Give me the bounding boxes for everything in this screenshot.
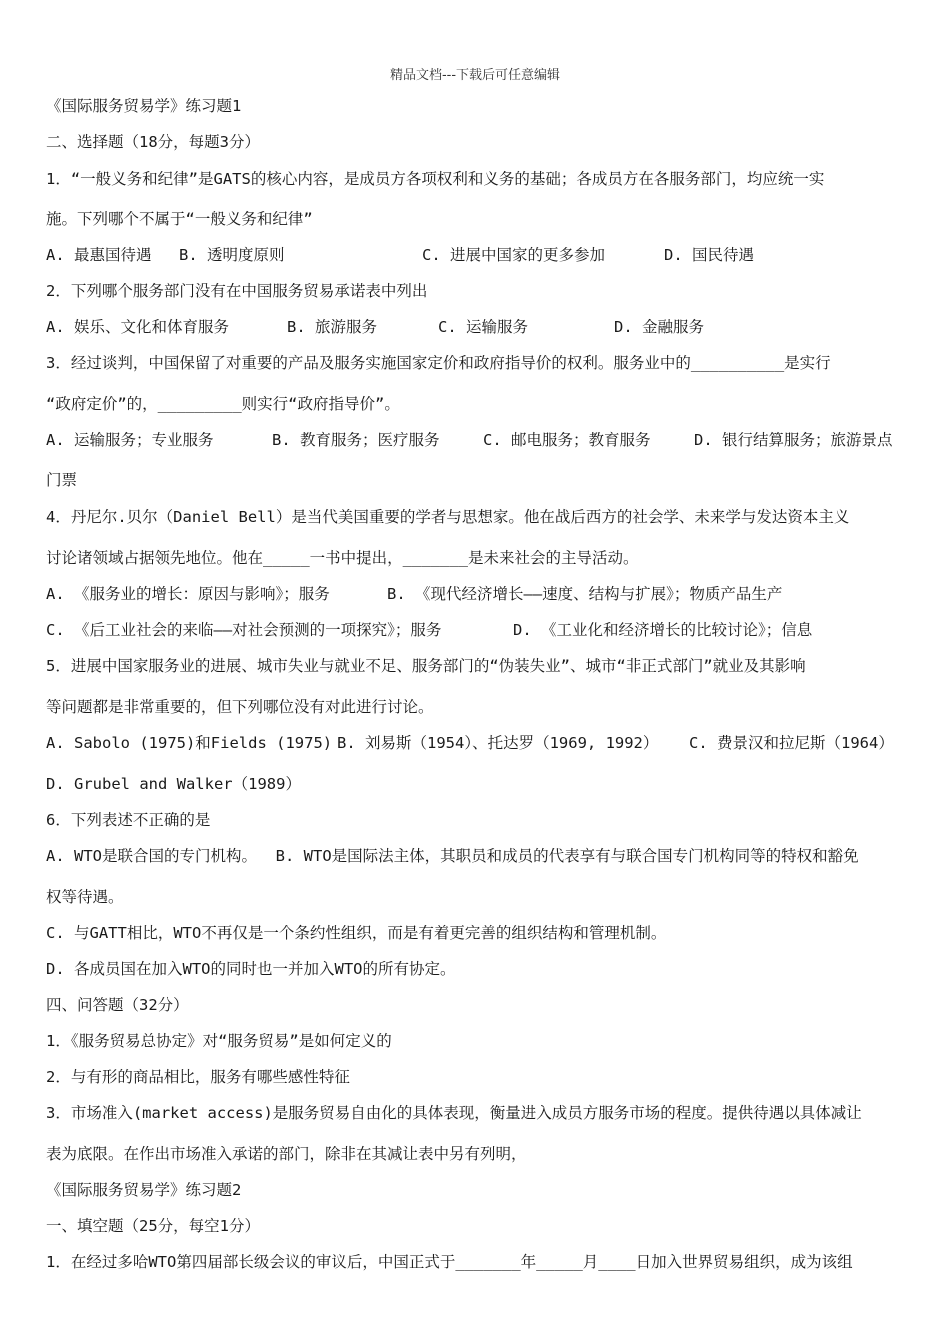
- question-4-text: 4．丹尼尔.贝尔（Daniel Bell）是当代美国重要的学者与思想家。他在战后西方的社会学、未来学与发达资本主义: [46, 508, 850, 526]
- exercise-title-1: 《国际服务贸易学》练习题1: [46, 97, 242, 115]
- question-6-option-c: C. 与GATT相比，WTO不再仅是一个条约性组织，而是有着更完善的组织结构和管理机制。: [46, 924, 667, 942]
- option-c: C. 进展中国家的更多参加: [422, 246, 605, 264]
- question-6-options-cont: 权等待遇。: [46, 888, 124, 906]
- option-d: D. 银行结算服务；旅游景点: [694, 431, 893, 449]
- qa-question-3: 3．市场准入(market access)是服务贸易自由化的具体表现，衡量进入成员方服务市场的程度。提供待遇以具体减让: [46, 1104, 862, 1122]
- option-c: C. 《后工业社会的来临——对社会预测的一项探究》；服务: [46, 621, 442, 639]
- question-3-text: 3．经过谈判，中国保留了对重要的产品及服务实施国家定价和政府指导价的权利。服务业中的__________是实行: [46, 354, 831, 372]
- qa-question-1: 1．《服务贸易总协定》对“服务贸易”是如何定义的: [46, 1032, 392, 1050]
- option-a: A. 运输服务；专业服务: [46, 431, 214, 449]
- question-6-option-d: D. 各成员国在加入WTO的同时也一并加入WTO的所有协定。: [46, 960, 456, 978]
- section-heading-choice: 二、选择题（18分，每题3分）: [46, 133, 260, 151]
- fill-question-1: 1．在经过多哈WTO第四届部长级会议的审议后，中国正式于_______年_____月____日加入世界贸易组织，成为该组: [46, 1253, 853, 1271]
- option-b: B. 《现代经济增长——速度、结构与扩展》；物质产品生产: [387, 585, 783, 603]
- option-a: A. Sabolo (1975)和Fields (1975): [46, 734, 333, 752]
- option-d: D. 金融服务: [614, 318, 704, 336]
- question-2-text: 2．下列哪个服务部门没有在中国服务贸易承诺表中列出: [46, 282, 428, 300]
- section-heading-fill: 一、填空题（25分，每空1分）: [46, 1217, 260, 1235]
- qa-question-2: 2．与有形的商品相比，服务有哪些感性特征: [46, 1068, 350, 1086]
- question-4-text-cont: 讨论诸领域占据领先地位。他在_____一书中提出，_______是未来社会的主导活动。: [46, 549, 639, 567]
- option-c: C. 邮电服务；教育服务: [483, 431, 651, 449]
- qa-question-3-cont: 表为底限。在作出市场准入承诺的部门，除非在其减让表中另有列明，: [46, 1145, 527, 1163]
- option-b: B. 旅游服务: [287, 318, 377, 336]
- exercise-title-2: 《国际服务贸易学》练习题2: [46, 1181, 242, 1199]
- option-b: B. 刘易斯（1954）、托达罗（1969, 1992）: [337, 734, 659, 752]
- option-a: A. 《服务业的增长：原因与影响》；服务: [46, 585, 330, 603]
- option-a: A. 最惠国待遇: [46, 246, 152, 264]
- question-5-text-cont: 等问题都是非常重要的，但下列哪位没有对此进行讨论。: [46, 698, 434, 716]
- option-c: C. 费景汉和拉尼斯（1964）: [689, 734, 894, 752]
- option-d: D. 国民待遇: [664, 246, 754, 264]
- question-5-option-d: D. Grubel and Walker（1989）: [46, 775, 301, 793]
- question-3-text-cont: “政府定价”的，_________则实行“政府指导价”。: [46, 395, 400, 413]
- question-6-text: 6．下列表述不正确的是: [46, 811, 211, 829]
- question-1-text: 1．“一般义务和纪律”是GATS的核心内容，是成员方各项权利和义务的基础；各成员方在各服务部门，均应统一实: [46, 170, 825, 188]
- page-header: 精品文档---下载后可任意编辑: [389, 68, 561, 83]
- option-b: B. 透明度原则: [179, 246, 285, 264]
- option-b: B. 教育服务；医疗服务: [272, 431, 440, 449]
- option-d: D. 《工业化和经济增长的比较讨论》；信息: [513, 621, 813, 639]
- question-5-text: 5．进展中国家服务业的进展、城市失业与就业不足、服务部门的“伪装失业”、城市“非正式部门”就业及其影响: [46, 657, 806, 675]
- option-a: A. 娱乐、文化和体育服务: [46, 318, 229, 336]
- section-heading-qa: 四、问答题（32分）: [46, 996, 189, 1014]
- option-c: C. 运输服务: [438, 318, 528, 336]
- question-3-options-cont: 门票: [46, 471, 78, 489]
- question-1-text-cont: 施。下列哪个不属于“一般义务和纪律”: [46, 210, 313, 228]
- question-6-options: A. WTO是联合国的专门机构。 B. WTO是国际法主体，其职员和成员的代表享有与联合国专门机构同等的特权和豁免: [46, 847, 859, 865]
